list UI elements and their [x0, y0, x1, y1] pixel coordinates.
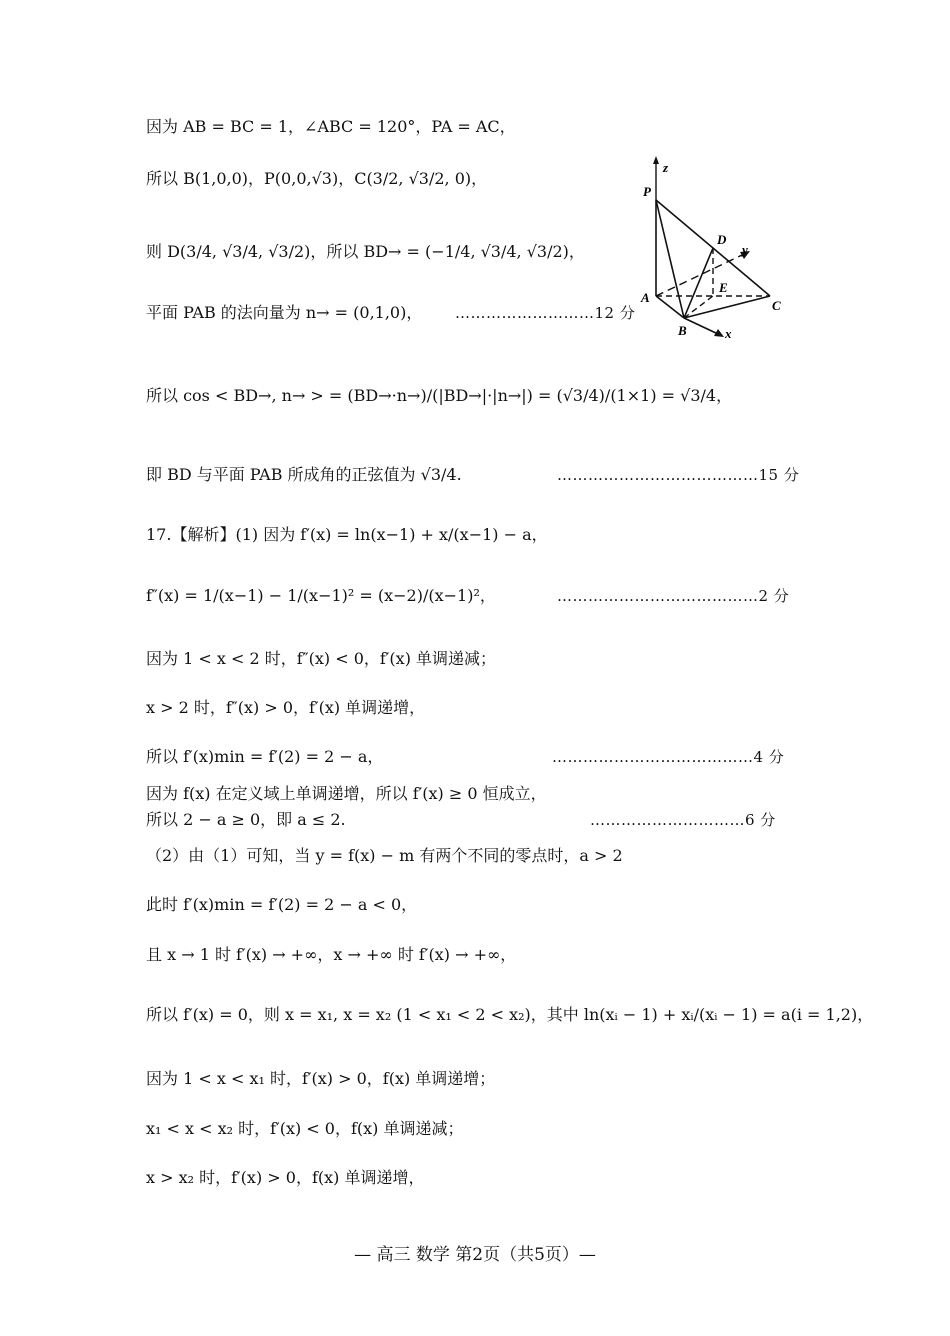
score-marker-4: …………………………………4 分 — [552, 748, 785, 766]
label-y: y — [742, 242, 748, 257]
score-marker-6: …………………………6 分 — [590, 811, 776, 829]
label-B: B — [678, 323, 687, 338]
text-line-11: 所以 f′(x)min = f′(2) = 2 − a， — [146, 747, 384, 766]
text-line-3: 则 D(3/4, √3/4, √3/2)，所以 BD→ = (−1/4, √3/4, √3/2)， — [146, 242, 585, 261]
text-line-1: 因为 AB = BC = 1，∠ABC = 120°，PA = AC， — [146, 117, 516, 136]
text-line-19: x₁ < x < x₂ 时，f′(x) < 0，f(x) 单调递减； — [146, 1119, 464, 1138]
text-line-20: x > x₂ 时，f′(x) > 0，f(x) 单调递增， — [146, 1168, 425, 1187]
label-P: P — [643, 184, 651, 199]
text-line-15: 此时 f′(x)min = f′(2) = 2 − a < 0， — [146, 895, 418, 914]
label-x: x — [725, 326, 732, 341]
edge-BD — [684, 248, 713, 318]
text-line-17: 所以 f′(x) = 0，则 x = x₁, x = x₂ (1 < x₁ < 2 < x₂)，其中 ln(xᵢ − 1) + xᵢ/(xᵢ − 1) = a(i = 1,2)， — [146, 1005, 874, 1024]
text-line-6: 即 BD 与平面 PAB 所成角的正弦值为 √3/4. — [146, 465, 462, 484]
text-line-12: 因为 f(x) 在定义域上单调递增，所以 f′(x) ≥ 0 恒成立， — [146, 784, 547, 803]
text-line-16: 且 x → 1 时 f′(x) → +∞，x → +∞ 时 f′(x) → +∞， — [146, 945, 517, 964]
text-line-8: f″(x) = 1/(x−1) − 1/(x−1)² = (x−2)/(x−1)²， — [146, 586, 496, 605]
text-line-13: 所以 2 − a ≥ 0，即 a ≤ 2. — [146, 810, 346, 829]
text-line-4: 平面 PAB 的法向量为 n→ = (0,1,0)， — [146, 303, 423, 322]
text-line-7: 17.【解析】(1) 因为 f′(x) = ln(x−1) + x/(x−1) − a， — [146, 525, 548, 544]
text-line-2: 所以 B(1,0,0)，P(0,0,√3)，C(3/2, √3/2, 0)， — [146, 169, 488, 188]
text-line-18: 因为 1 < x < x₁ 时，f′(x) > 0，f(x) 单调递增； — [146, 1069, 496, 1088]
edge-BC — [684, 296, 770, 318]
text-line-10: x > 2 时，f″(x) > 0，f′(x) 单调递增， — [146, 698, 426, 717]
text-line-14: （2）由（1）可知，当 y = f(x) − m 有两个不同的零点时，a > 2 — [146, 846, 623, 865]
label-D: D — [717, 232, 727, 247]
z-axis-arrow — [653, 156, 659, 164]
label-E: E — [719, 280, 728, 295]
x-axis — [684, 318, 718, 334]
page-footer: — 高三 数学 第2页（共5页）— — [354, 1245, 596, 1265]
label-z: z — [663, 160, 669, 175]
score-marker-12: ………………………12 分 — [455, 304, 636, 322]
tetrahedron-figure — [630, 152, 810, 347]
label-C: C — [772, 298, 781, 313]
label-A: A — [641, 290, 650, 305]
text-line-9: 因为 1 < x < 2 时，f″(x) < 0，f′(x) 单调递减； — [146, 649, 497, 668]
text-line-5: 所以 cos < BD→, n→ > = (BD→·n→)/(|BD→|·|n→|) = (√3/4)/(1×1) = √3/4， — [146, 386, 733, 405]
score-marker-15: …………………………………15 分 — [557, 466, 800, 484]
score-marker-2: …………………………………2 分 — [557, 587, 790, 605]
